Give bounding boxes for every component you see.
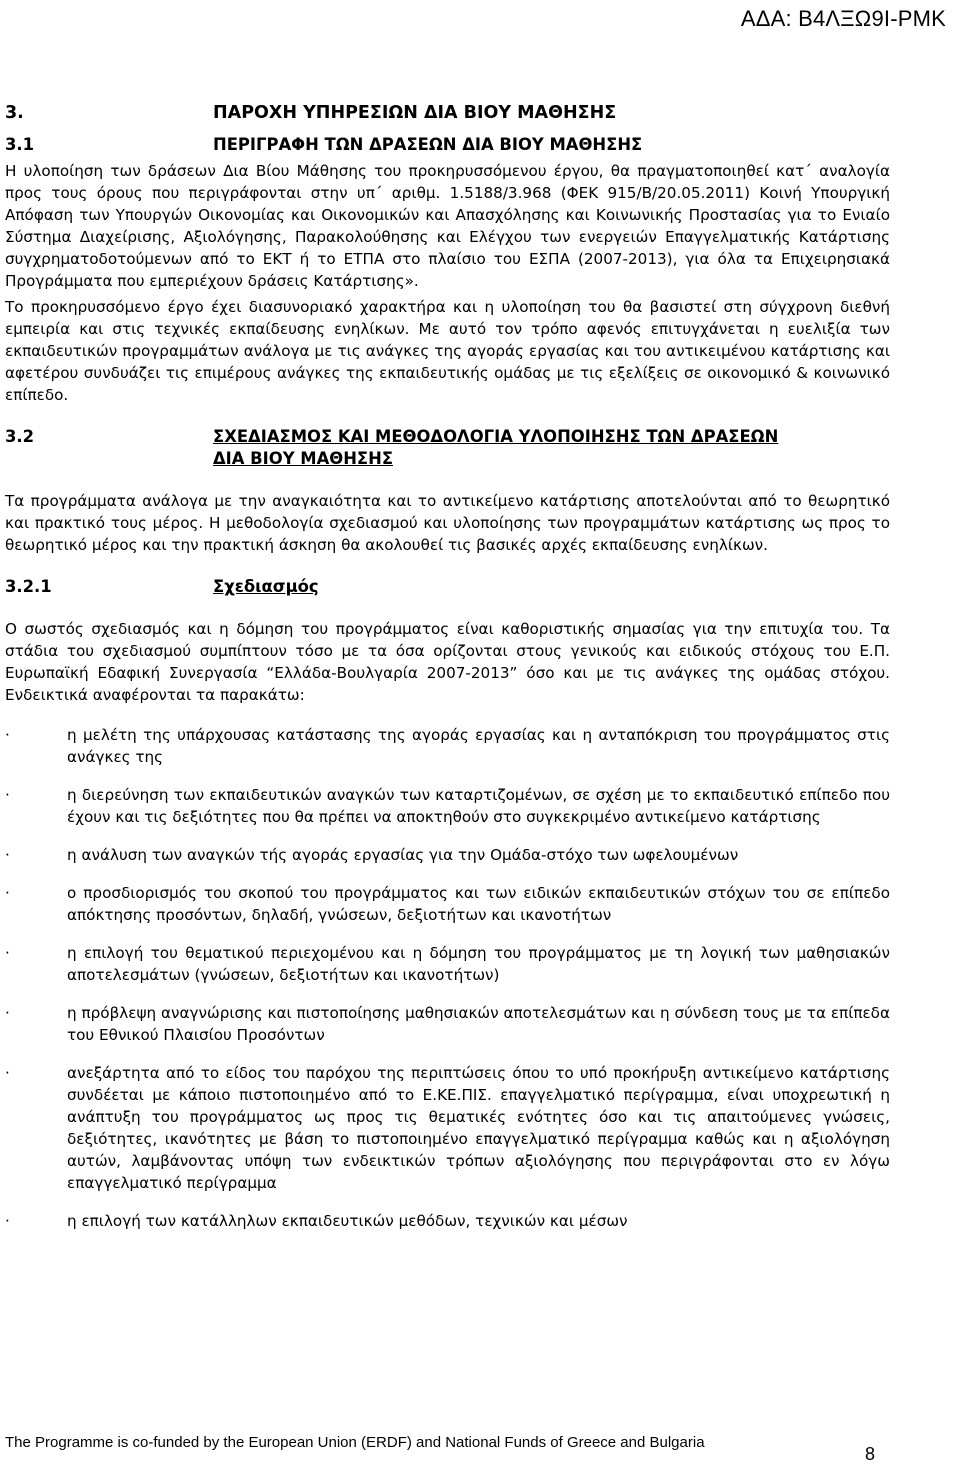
- section-3-2-title-line-2: ΔΙΑ ΒΙΟΥ ΜΑΘΗΣΗΣ: [213, 449, 394, 468]
- section-3-1-heading: [5, 134, 890, 156]
- bullet-marker: ·: [5, 1212, 10, 1230]
- list-item-text: η διερεύνηση των εκπαιδευτικών αναγκών των καταρτιζομένων, σε σχέση με το εκπαιδευτικό επίπεδο που έχουν και τις δεξιότητες που θα πρέπει να αποκτηθούν στο συγκεκριμένο αντικείμενο κατάρτισης: [67, 786, 890, 826]
- list-item-text: η επιλογή των κατάλληλων εκπαιδευτικών μεθόδων, τεχνικών και μέσων: [67, 1212, 628, 1230]
- section-3-2-1-number: 3.2.1: [5, 577, 52, 596]
- paragraph-2: Το προκηρυσσόμενο έργο έχει διασυνοριακό χαρακτήρα και η υλοποίηση του θα βασιστεί στη σύγχρονη διεθνή εμπειρία και στις τεχνικές εκπαίδευσης ενηλίκων. Με αυτό τον τρόπο αφενός επιτυγχάνεται η ευελιξία των εκπαιδευτικών προγραμμάτων ανάλογα με τις ανάγκες της αγοράς εργασίας και του αντικειμένου κατάρτισης και αφετέρου συνδυάζει τις επιμέρους ανάγκες της εκπαιδευτικής ομάδας με τις εξελίξεις σε οικονομικό & κοινωνικό επίπεδο.: [5, 298, 890, 404]
- page-number: 8: [865, 1444, 876, 1464]
- bullet-marker: ·: [5, 884, 10, 902]
- section-3-number: 3.: [5, 103, 24, 123]
- section-3-1-title: ΠΕΡΙΓΡΑΦΗ ΤΩΝ ΔΡΑΣΕΩΝ ΔΙΑ ΒΙΟΥ ΜΑΘΗΣΗΣ: [213, 135, 643, 154]
- section-3-title: ΠΑΡΟΧΗ ΥΠΗΡΕΣΙΩΝ ΔΙΑ ΒΙΟΥ ΜΑΘΗΣΗΣ: [213, 103, 617, 123]
- list-item-text: ανεξάρτητα από το είδος του παρόχου της περιπτώσεις όπου το υπό προκήρυξη αντικείμενο κατάρτισης συνδέεται με κάποιο πιστοποιημένο από το Ε.ΚΕ.ΠΙΣ. επαγγελματικό περίγραμμα, είναι υποχρεωτική η ανάπτυξη του προγράμματος ως προς τις θεματικές ενότητες όσο και τις απαιτούμενες γνώσεις, δεξιότητες, ικανότητες με βάση το πιστοποιημένο επαγγελματικό περίγραμμα καθώς και η αξιολόγηση αυτών, λαμβάνοντας υπόψη των ενδεικτικών τρόπων αξιολόγησης που περιγράφονται στο εν λόγω επαγγελματικό περίγραμμα: [67, 1064, 890, 1192]
- bullet-marker: ·: [5, 846, 10, 864]
- list-item: [5, 882, 890, 926]
- list-item-text: ο προσδιορισμός του σκοπού του προγράμματος και των ειδικών εκπαιδευτικών στόχων του σε επίπεδο απόκτησης προσόντων, δηλαδή, γνώσεων, δεξιοτήτων και ικανοτήτων: [67, 884, 890, 924]
- bullet-marker: ·: [5, 1064, 10, 1082]
- section-3-2-title-line-1: ΣΧΕΔΙΑΣΜΟΣ ΚΑΙ ΜΕΘΟΔΟΛΟΓΙΑ ΥΛΟΠΟΙΗΣΗΣ ΤΩΝ ΔΡΑΣΕΩΝ: [213, 427, 779, 446]
- section-3-2-1-title: Σχεδιασμός: [213, 577, 319, 596]
- list-item: [5, 1210, 890, 1232]
- list-item-text: η πρόβλεψη αναγνώρισης και πιστοποίησης μαθησιακών αποτελεσμάτων και η σύνδεση τους με τα επίπεδα του Εθνικού Πλαισίου Προσόντων: [67, 1004, 890, 1044]
- section-3-2-1-heading: [5, 576, 890, 598]
- list-item-text: η ανάλυση των αναγκών τής αγοράς εργασίας για την Ομάδα-στόχο των ωφελουμένων: [67, 846, 739, 864]
- ada-identifier: ΑΔΑ: Β4ΛΞΩ9Ι-ΡΜΚ: [740, 6, 946, 31]
- footer-funding-note: The Programme is co-funded by the European Union (ERDF) and National Funds of Greece and Bulgaria: [5, 1434, 705, 1451]
- section-3-2-heading: [5, 426, 890, 470]
- paragraph-3: Τα προγράμματα ανάλογα με την αναγκαιότητα και το αντικείμενο κατάρτισης αποτελούνται από το θεωρητικό και πρακτικό τους μέρος. Η μεθοδολογία σχεδιασμού και υλοποίησης των προγραμμάτων κατάρτισης ως προς το θεωρητικό μέρος και την πρακτική άσκηση θα ακολουθεί τις βασικές αρχές εκπαίδευσης ενηλίκων.: [5, 492, 890, 554]
- list-item: [5, 784, 890, 828]
- bullet-marker: ·: [5, 944, 10, 962]
- paragraph-4: Ο σωστός σχεδιασμός και η δόμηση του προγράμματος είναι καθοριστικής σημασίας για την επιτυχία του. Τα στάδια του σχεδιασμού συμπίπτουν τόσο με τα όσα ορίζονται στους γενικούς και ειδικούς στόχους του Ε.Π. Ευρωπαϊκή Εδαφική Συνεργασία “Ελλάδα-Βουλγαρία 2007-2013” όσο και με τις ανάγκες της ομάδας στόχου. Ενδεικτικά αναφέρονται τα παρακάτω:: [5, 620, 890, 704]
- bullet-marker: ·: [5, 726, 10, 744]
- list-item: [5, 724, 890, 768]
- section-3-2-title: [213, 426, 778, 470]
- list-item: [5, 1062, 890, 1194]
- bullet-marker: ·: [5, 1004, 10, 1022]
- section-3-heading: [5, 102, 890, 124]
- bullet-marker: ·: [5, 786, 10, 804]
- section-3-2-number: 3.2: [5, 427, 35, 446]
- document-body: [5, 102, 890, 1248]
- list-item-text: η επιλογή του θεματικού περιεχομένου και η δόμηση του προγράμματος με τη λογική των μαθησιακών αποτελεσμάτων (γνώσεων, δεξιοτήτων και ικανοτήτων): [67, 944, 890, 984]
- section-3-1-number: 3.1: [5, 135, 35, 154]
- list-item: [5, 1002, 890, 1046]
- list-item: [5, 942, 890, 986]
- list-item: [5, 844, 890, 866]
- list-item-text: η μελέτη της υπάρχουσας κατάστασης της αγοράς εργασίας και η ανταπόκριση του προγράμματος στις ανάγκες της: [67, 726, 890, 766]
- paragraph-1: Η υλοποίηση των δράσεων Δια Βίου Μάθησης του προκηρυσσόμενου έργου, θα πραγματοποιηθεί κατ΄ αναλογία προς τους όρους που περιγράφονται στην υπ΄ αριθμ. 1.5188/3.968 (ΦΕΚ 915/Β/20.05.2011) Κοινή Υπουργική Απόφαση των Υπουργών Οικονομίας και Οικονομικών και Απασχόλησης και Κοινωνικής Προστασίας για το Ενιαίο Σύστημα Διαχείρισης, Αξιολόγησης, Παρακολούθησης και Ελέγχου των ενεργειών Επαγγελματικής Κατάρτισης συγχρηματοδοτούμενων από το ΕΚΤ ή το ΕΤΠΑ στο πλαίσιο του ΕΣΠΑ (2007-2013), για όλα τα Επιχειρησιακά Προγράμματα που εμπεριέχουν δράσεις Κατάρτισης».: [5, 162, 890, 290]
